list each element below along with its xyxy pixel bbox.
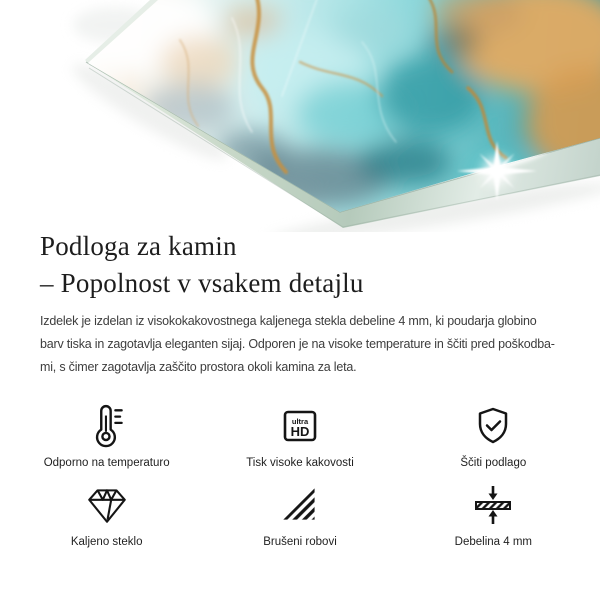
feature-thickness (397, 481, 590, 548)
feature-tempered-glass (10, 481, 203, 548)
description-line: barv tiska in zagotavlja eleganten sijaj. Odporen je na visoke temperature in ščiti pred poškodba- (40, 337, 555, 351)
feature-polished-edges (203, 481, 396, 548)
feature-label: Kaljeno steklo (70, 536, 143, 548)
ultra-hd-icon-text-bottom: HD (290, 424, 310, 439)
product-description (40, 310, 555, 379)
feature-label: Tisk visoke kakovosti (246, 457, 354, 469)
page-title (40, 228, 364, 302)
description-line: Izdelek je izdelan iz visokokakovostnega kaljenega stekla debeline 4 mm, ki poudarja globino (40, 314, 537, 328)
feature-label: Brušeni robovi (263, 536, 337, 548)
feature-label: Odporno na temperaturo (43, 457, 170, 469)
product-image (0, 0, 600, 232)
ultra-hd-icon-text-top: ultra (291, 417, 309, 426)
beveled-edge-icon (279, 484, 321, 526)
feature-label: Debelina 4 mm (454, 536, 532, 548)
feature-protects-surface (397, 402, 590, 469)
feature-print-quality (203, 402, 396, 469)
shield-check-icon (471, 404, 515, 448)
diamond-icon (84, 482, 130, 528)
glass-panel-art (0, 0, 600, 232)
feature-temperature-resistant (10, 402, 203, 469)
feature-grid (10, 402, 590, 548)
feature-label: Ščiti podlago (460, 457, 527, 469)
page-title-line1: Podloga za kamin (40, 231, 237, 261)
ultra-hd-icon (278, 404, 322, 448)
page-title-line2: – Popolnost v vsakem detajlu (40, 268, 364, 298)
description-line: mi, s čimer zagotavlja zaščito prostora okoli kamina za leta. (40, 360, 357, 374)
thickness-icon (471, 483, 515, 527)
thermometer-icon (84, 403, 130, 449)
